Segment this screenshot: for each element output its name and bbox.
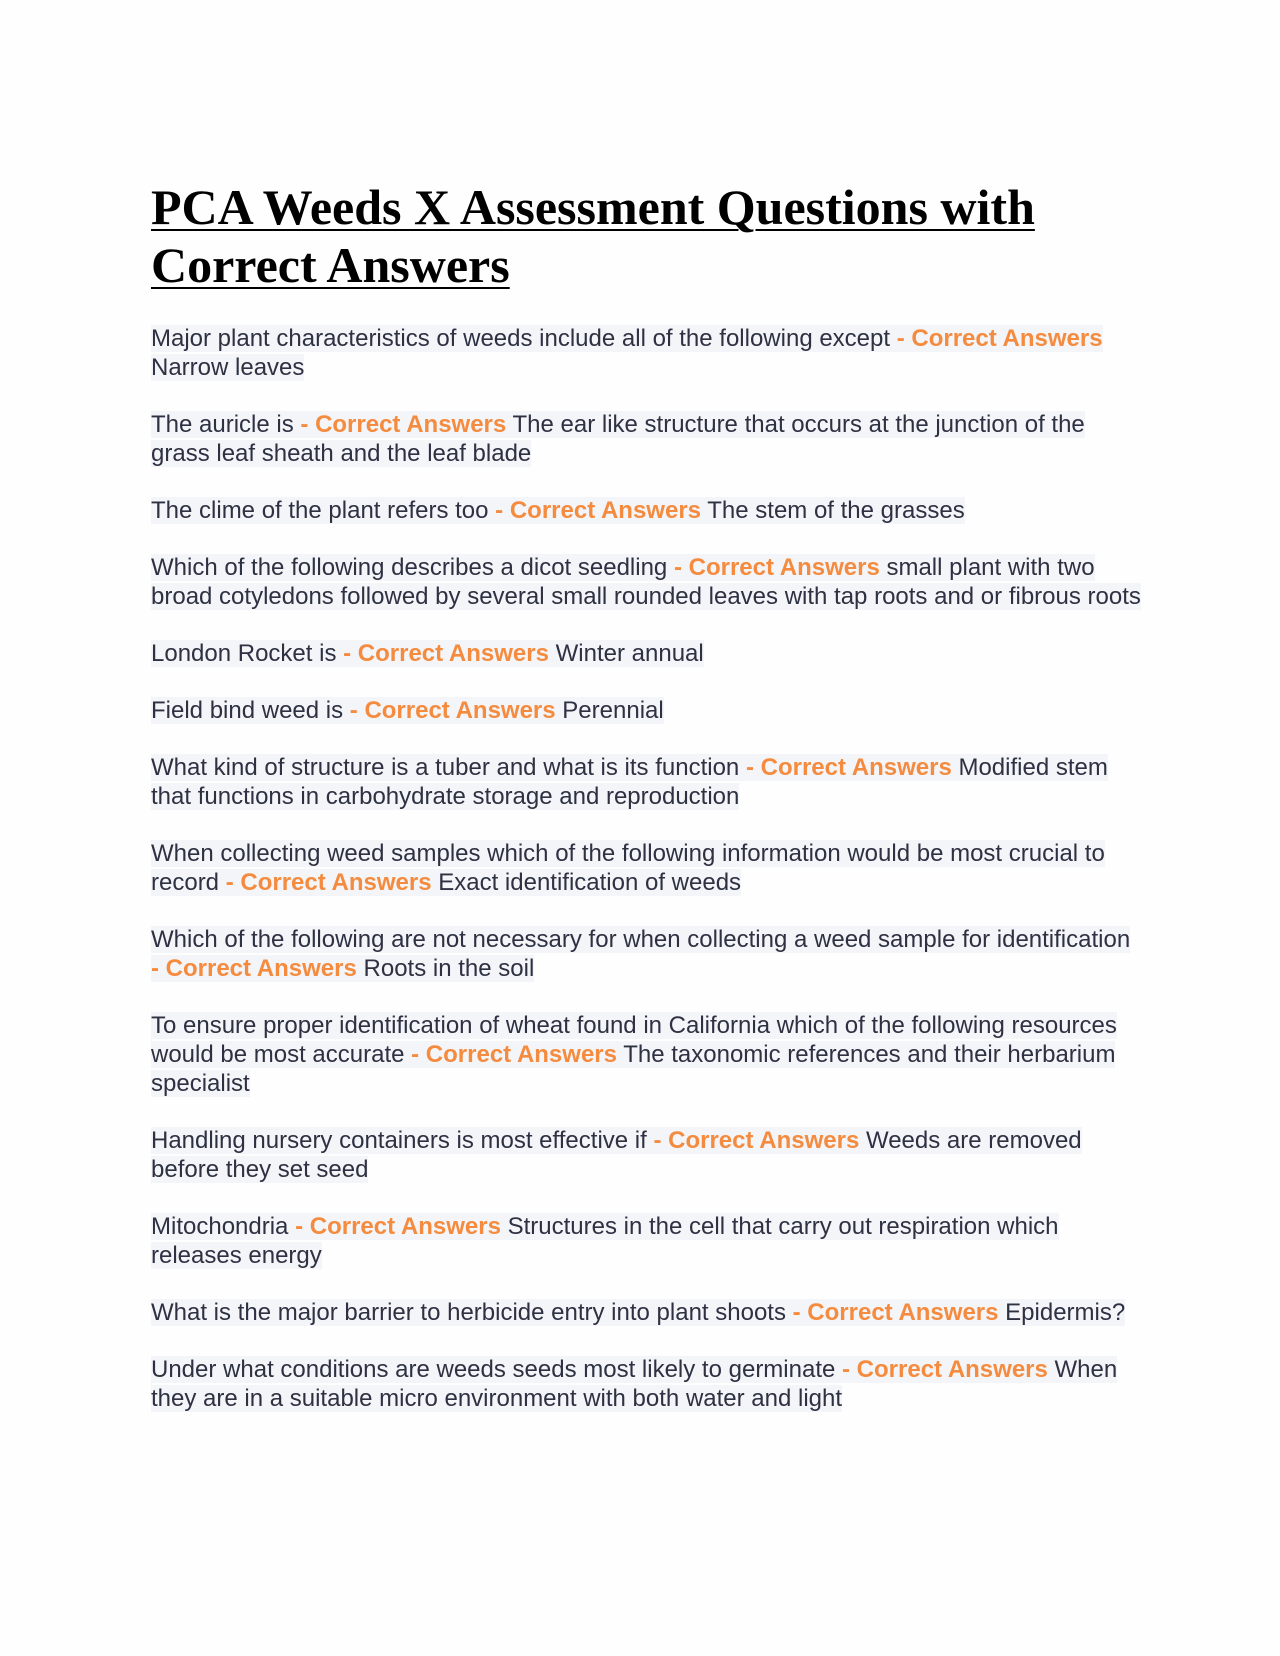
answer-marker: - Correct Answers bbox=[653, 1127, 860, 1154]
answer-marker: - Correct Answers bbox=[792, 1299, 999, 1326]
qa-item-6 bbox=[151, 696, 1141, 725]
qa-item-12 bbox=[151, 1212, 1141, 1270]
answer-text: Winter annual bbox=[555, 640, 704, 667]
answer-text: Epidermis? bbox=[1005, 1299, 1126, 1326]
answer-text: The taxonomic references and their herbarium specialist bbox=[151, 1041, 1116, 1097]
answer-text: When they are in a suitable micro environment with both water and light bbox=[151, 1356, 1118, 1412]
qa-highlight bbox=[151, 1012, 1117, 1097]
question-text: Mitochondria bbox=[151, 1213, 289, 1240]
answer-text: The stem of the grasses bbox=[707, 497, 965, 524]
answer-marker: - Correct Answers bbox=[225, 869, 432, 896]
question-text: Which of the following describes a dicot seedling bbox=[151, 554, 668, 581]
qa-highlight bbox=[151, 640, 704, 667]
qa-highlight bbox=[151, 926, 1130, 982]
answer-marker: - Correct Answers bbox=[151, 955, 357, 982]
answer-marker: - Correct Answers bbox=[842, 1356, 1048, 1383]
answer-marker: - Correct Answers bbox=[673, 554, 880, 581]
qa-highlight bbox=[151, 497, 965, 524]
question-text: When collecting weed samples which of the following information would be most crucial to record bbox=[151, 840, 1105, 896]
answer-text: Structures in the cell that carry out respiration which releases energy bbox=[151, 1213, 1059, 1269]
answer-marker: - Correct Answers bbox=[745, 754, 952, 781]
qa-highlight bbox=[151, 1356, 1117, 1412]
question-text: What is the major barrier to herbicide entry into plant shoots bbox=[151, 1299, 786, 1326]
answer-marker: - Correct Answers bbox=[295, 1213, 501, 1240]
answer-marker: - Correct Answers bbox=[349, 697, 556, 724]
answer-text: Weeds are removed before they set seed bbox=[151, 1127, 1082, 1183]
qa-item-2 bbox=[151, 410, 1141, 468]
document-title: PCA Weeds X Assessment Questions with Correct Answers bbox=[151, 179, 1035, 293]
question-text: Field bind weed is bbox=[151, 697, 344, 724]
answer-marker: - Correct Answers bbox=[411, 1041, 617, 1068]
question-text: The auricle is bbox=[151, 411, 294, 438]
answer-text: Narrow leaves bbox=[151, 354, 305, 381]
answer-marker: - Correct Answers bbox=[495, 497, 702, 524]
qa-highlight bbox=[151, 754, 1108, 810]
qa-highlight bbox=[151, 1213, 1059, 1269]
qa-item-5 bbox=[151, 639, 1141, 668]
qa-item-11 bbox=[151, 1126, 1141, 1184]
qa-list bbox=[151, 324, 1141, 1413]
answer-text: Perennial bbox=[562, 697, 664, 724]
qa-highlight bbox=[151, 697, 664, 724]
question-text: Handling nursery containers is most effective if bbox=[151, 1127, 647, 1154]
question-text: Major plant characteristics of weeds include all of the following except bbox=[151, 325, 891, 352]
answer-marker: - Correct Answers bbox=[343, 640, 549, 667]
qa-item-10 bbox=[151, 1011, 1141, 1098]
qa-item-8 bbox=[151, 839, 1141, 897]
answer-text: Roots in the soil bbox=[363, 955, 535, 982]
qa-item-1 bbox=[151, 324, 1141, 382]
answer-marker: - Correct Answers bbox=[896, 325, 1103, 352]
qa-highlight bbox=[151, 1127, 1082, 1183]
document-page bbox=[151, 178, 1141, 1441]
qa-item-4 bbox=[151, 553, 1141, 611]
qa-item-14 bbox=[151, 1355, 1141, 1413]
qa-item-13 bbox=[151, 1298, 1141, 1327]
qa-highlight bbox=[151, 840, 1105, 896]
question-text: Which of the following are not necessary for when collecting a weed sample for identification bbox=[151, 926, 1131, 953]
qa-item-9 bbox=[151, 925, 1141, 983]
question-text: What kind of structure is a tuber and what is its function bbox=[151, 754, 740, 781]
question-text: To ensure proper identification of wheat found in California which of the following resources would be most accurate bbox=[151, 1012, 1117, 1068]
question-text: The clime of the plant refers too bbox=[151, 497, 489, 524]
qa-highlight bbox=[151, 325, 1103, 381]
qa-highlight bbox=[151, 411, 1085, 467]
qa-item-3 bbox=[151, 496, 1141, 525]
qa-item-7 bbox=[151, 753, 1141, 811]
answer-text: small plant with two broad cotyledons followed by several small rounded leaves with tap roots and or fibrous roots bbox=[151, 554, 1141, 610]
question-text: London Rocket is bbox=[151, 640, 337, 667]
qa-highlight bbox=[151, 554, 1141, 610]
answer-text: Exact identification of weeds bbox=[438, 869, 742, 896]
answer-marker: - Correct Answers bbox=[300, 411, 507, 438]
answer-text: The ear like structure that occurs at the junction of the grass leaf sheath and the leaf blade bbox=[151, 411, 1085, 467]
qa-highlight bbox=[151, 1299, 1125, 1326]
answer-text: Modified stem that functions in carbohydrate storage and reproduction bbox=[151, 754, 1108, 810]
question-text: Under what conditions are weeds seeds most likely to germinate bbox=[151, 1356, 836, 1383]
